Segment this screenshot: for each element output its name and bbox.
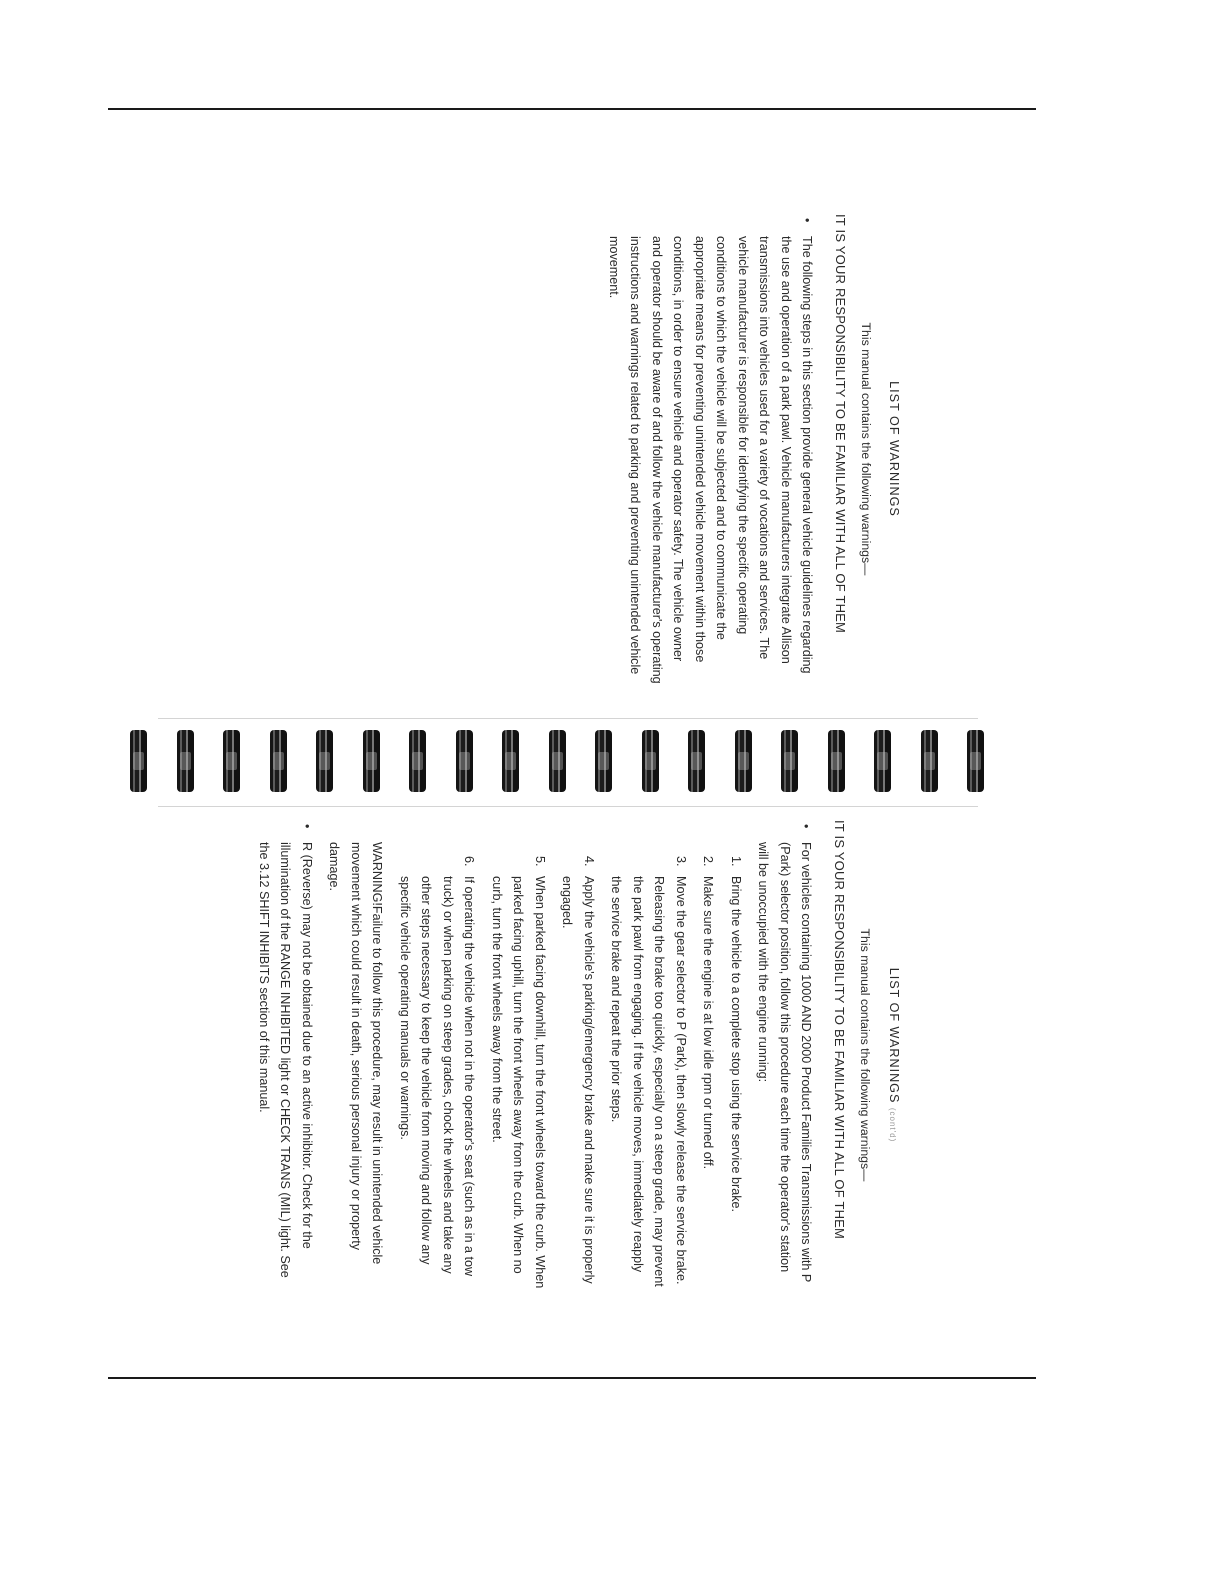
responsibility-heading: IT IS YOUR RESPONSIBILITY TO BE FAMILIAR WITH ALL OF THEM <box>833 214 848 634</box>
page-title <box>882 820 905 1290</box>
park-procedure-bullet: • For vehicles containing 1000 AND 2000 Product Families Transmissions with P (Park) selector position, follow this procedure each time the operator's station will be unoccupied with the engine running: <box>752 820 817 1290</box>
binding-coil <box>874 730 891 792</box>
top-rule <box>108 108 1036 110</box>
binding-coil <box>828 730 845 792</box>
intro-text: This manual contains the following warnings— <box>858 928 873 1182</box>
bottom-rule <box>108 1377 1036 1379</box>
binding-coil <box>456 730 473 792</box>
right-manual-page <box>247 820 905 1290</box>
spiral-binding <box>118 718 1008 818</box>
binding-coil <box>688 730 705 792</box>
binding-coil <box>223 730 240 792</box>
binding-coil <box>177 730 194 792</box>
binding-coil <box>549 730 566 792</box>
binding-coil <box>270 730 287 792</box>
reverse-inhibitor-bullet: • R (Reverse) may not be obtained due to an active inhibitor. Check for the illumination of the RANGE INHIBITED light or CHECK TRANS (MIL) light. See the 3.12 SHIFT INHIBITS section of this manual. <box>253 820 318 1290</box>
binding-coil <box>642 730 659 792</box>
responsibility-heading: IT IS YOUR RESPONSIBILITY TO BE FAMILIAR WITH ALL OF THEM <box>832 820 847 1240</box>
binding-coil <box>967 730 984 792</box>
binding-coil <box>130 730 147 792</box>
park-pawl-bullet: • The following steps in this section provide general vehicle guidelines regarding the use and operation of a park pawl. Vehicle manufacturers integrate Allison transmissions into vehicles used for a variety of vocations and services. The vehicle manufacturer is responsible for identifying the specific operating conditions to which the vehicle will be subjected and to communicate the appropriate means for preventing unintended vehicle movement within those conditions, in order to ensure vehicle and operator safety. The vehicle owner and operator should be aware of and follow the vehicle manufacturer's operating instructions and warnings related to parking and preventing unintended vehicle movement. <box>603 214 818 684</box>
procedure-step: 6. If operating the vehicle when not in the operator's seat (such as in a tow truck) or when parking on steep grades, chock the wheels and take any other steps necessary to keep the vehicle from moving and follow any specific vehicle operating manuals or warnings. <box>394 870 480 1290</box>
page-title-contd: (cont'd) <box>888 1107 897 1143</box>
procedure-step: 3. Move the gear selector to P (Park), then slowly release the service brake. Releasing the brake too quickly, especially on a steep grade, may prevent the park pawl from engaging. If the vehicle moves, immediately reapply the service brake and repeat the prior steps. <box>605 870 691 1290</box>
warning-text: WARNING!Failure to follow this procedure, may result in unintended vehicle movement which could result in death, serious personal injury or property damage. <box>327 842 385 1265</box>
procedure-steps <box>394 820 747 1290</box>
binding-coil <box>595 730 612 792</box>
page-title: LIST OF WARNINGS <box>887 381 901 517</box>
binding-coil <box>409 730 426 792</box>
binding-coil <box>921 730 938 792</box>
binding-coil <box>316 730 333 792</box>
binding-coil <box>781 730 798 792</box>
procedure-step: 1. Bring the vehicle to a complete stop using the service brake. <box>725 870 747 1290</box>
binding-coil <box>735 730 752 792</box>
binding-edge-top <box>158 718 978 719</box>
binding-edge-bottom <box>158 806 978 807</box>
binding-coil <box>363 730 380 792</box>
procedure-step: 2. Make sure the engine is at low idle rpm or turned off. <box>697 870 719 1290</box>
intro-text: This manual contains the following warnings— <box>859 322 874 576</box>
procedure-step: 5. When parked facing downhill, turn the front wheels toward the curb. When parked facing uphill, turn the front wheels away from the curb. When no curb, turn the front wheels away from the street. <box>486 870 551 1290</box>
binding-coil <box>502 730 519 792</box>
left-manual-page <box>597 214 905 684</box>
procedure-step: 4. Apply the vehicle's parking/emergency brake and make sure it is properly engaged. <box>556 870 599 1290</box>
page-title-text: LIST OF WARNINGS <box>887 967 901 1104</box>
